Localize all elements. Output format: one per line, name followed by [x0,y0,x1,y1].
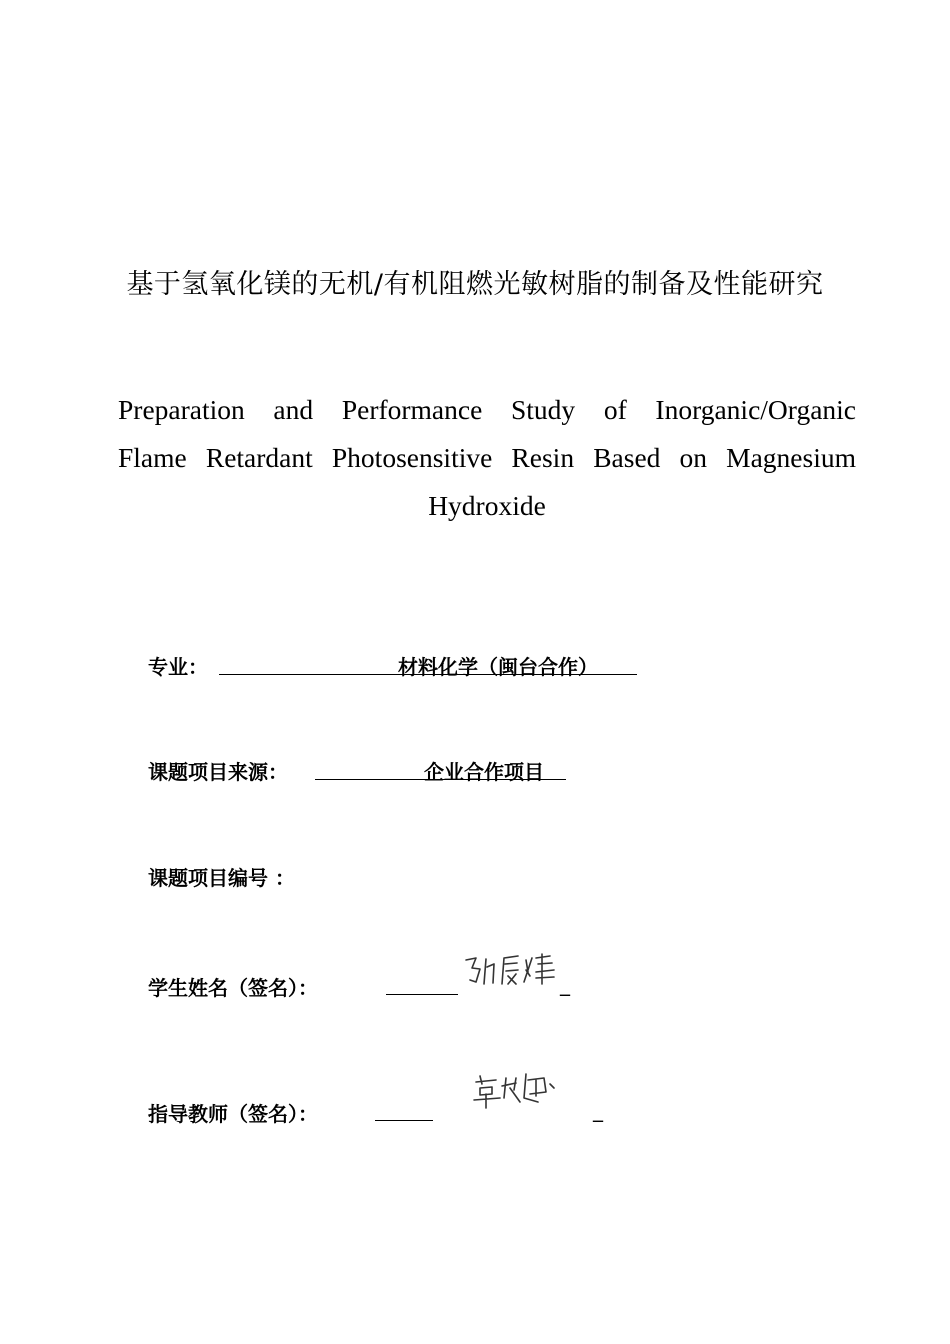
advisor-handwritten-signature [472,1068,562,1112]
major-value: 材料化学（闽台合作） [398,655,598,679]
english-title-line-1: Preparation and Performance Study of Inorganic/Organic [118,394,856,425]
major-field [148,651,208,680]
english-title-line-3: Hydroxide [428,490,546,521]
advisor-name-label: 指导教师（签名）： [148,1102,318,1126]
thesis-title-chinese: 基于氢氧化镁的无机/有机阻燃光敏树脂的制备及性能研究 [126,269,824,300]
project-number-label: 课题项目编号 ： [148,866,295,890]
project-source-field [148,756,288,785]
project-source-value: 企业合作项目 [424,760,544,784]
student-trailing-mark: _ [560,972,570,996]
student-name-label: 学生姓名（签名）： [148,976,318,1000]
thesis-title-english [118,386,856,530]
advisor-trailing-mark: _ [593,1098,603,1122]
student-handwritten-signature [460,950,560,994]
advisor-signature-underline [375,1120,433,1121]
student-signature-underline [386,994,458,995]
english-title-line-2: Flame Retardant Photosensitive Resin Based on Magnesium [118,442,856,473]
major-label: 专业： [148,655,208,679]
project-source-label: 课题项目来源： [148,760,288,784]
